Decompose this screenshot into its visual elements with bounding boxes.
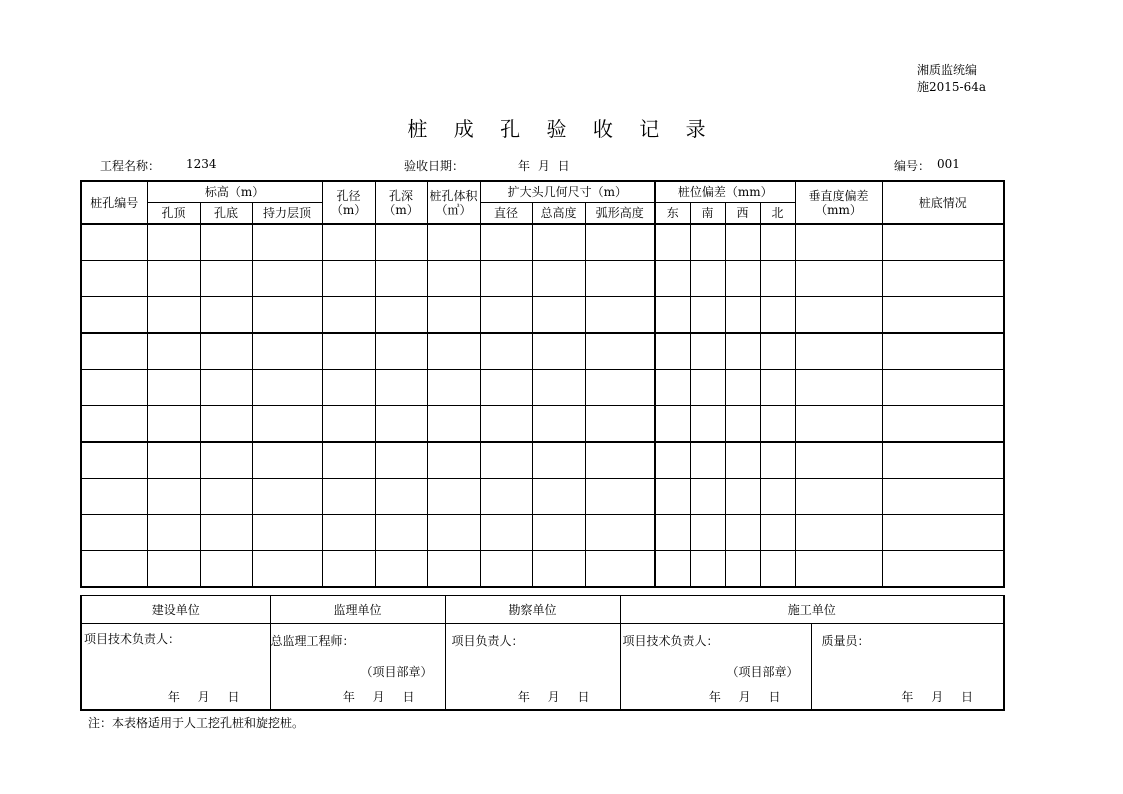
header-position-offset: 桩位偏差（mm） (655, 181, 795, 203)
table-cell[interactable] (532, 442, 585, 479)
table-cell[interactable] (690, 442, 725, 479)
supervisor-sign-cell[interactable] (270, 624, 445, 711)
table-cell[interactable] (81, 261, 147, 297)
table-cell[interactable] (532, 261, 585, 297)
table-cell[interactable] (200, 261, 252, 297)
table-cell[interactable] (375, 370, 427, 406)
table-cell[interactable] (427, 515, 480, 551)
table-cell[interactable] (655, 551, 690, 588)
supervisor-seal: （项目部章） (360, 665, 433, 679)
table-cell[interactable] (760, 261, 795, 297)
table-cell[interactable] (882, 406, 1004, 443)
pile-hole-record-table (80, 180, 1005, 588)
table-cell[interactable] (795, 297, 882, 334)
table-cell[interactable] (882, 224, 1004, 261)
table-cell[interactable] (760, 333, 795, 370)
survey-sign-date: 年 月 日 (517, 690, 590, 704)
table-cell[interactable] (375, 406, 427, 443)
header-north: 北 (760, 203, 795, 225)
project-name-value: 1234 (186, 157, 217, 171)
page-title: 桩 成 孔 验 收 记 录 (407, 117, 716, 141)
table-cell[interactable] (81, 479, 147, 515)
table-cell[interactable] (795, 224, 882, 261)
quality-sign-date: 年 月 日 (901, 690, 974, 704)
header-hole-diameter: 孔径（m） (322, 181, 375, 224)
table-cell[interactable] (585, 297, 655, 334)
table-cell[interactable] (252, 333, 322, 370)
table-cell[interactable] (480, 479, 532, 515)
table-cell[interactable] (480, 224, 532, 261)
table-cell[interactable] (725, 261, 760, 297)
table-cell[interactable] (760, 406, 795, 443)
table-cell[interactable] (147, 442, 200, 479)
contractor-seal: （项目部章） (726, 665, 799, 679)
table-cell[interactable] (375, 261, 427, 297)
header-pile-number: 桩孔编号 (81, 181, 147, 224)
table-cell[interactable] (725, 333, 760, 370)
header-verticality: 垂直度偏差（mm） (795, 181, 882, 224)
table-cell[interactable] (532, 406, 585, 443)
survey-unit-header: 勘察单位 (445, 596, 620, 624)
owner-sign-date: 年 月 日 (167, 690, 240, 704)
table-cell[interactable] (81, 333, 147, 370)
contractor-tech-lead-label: 项目技术负责人： (622, 634, 719, 648)
table-cell[interactable] (147, 333, 200, 370)
table-cell[interactable] (480, 333, 532, 370)
table-cell[interactable] (480, 442, 532, 479)
table-cell[interactable] (427, 297, 480, 334)
table-row (81, 370, 1004, 406)
table-cell[interactable] (882, 551, 1004, 588)
table-cell[interactable] (322, 551, 375, 588)
table-cell[interactable] (585, 406, 655, 443)
table-cell[interactable] (690, 297, 725, 334)
supervisor-sign-date: 年 月 日 (342, 690, 415, 704)
table-cell[interactable] (532, 333, 585, 370)
table-cell[interactable] (725, 406, 760, 443)
table-cell[interactable] (322, 515, 375, 551)
table-cell[interactable] (147, 261, 200, 297)
signature-table (80, 595, 1005, 711)
table-cell[interactable] (147, 406, 200, 443)
table-cell[interactable] (252, 406, 322, 443)
contractor-sign-date: 年 月 日 (708, 690, 781, 704)
table-cell[interactable] (200, 406, 252, 443)
table-cell[interactable] (532, 551, 585, 588)
table-row (81, 297, 1004, 334)
table-cell[interactable] (252, 224, 322, 261)
table-cell[interactable] (585, 261, 655, 297)
table-cell[interactable] (375, 551, 427, 588)
table-cell[interactable] (480, 406, 532, 443)
table-row (81, 406, 1004, 443)
table-cell[interactable] (252, 297, 322, 334)
table-cell[interactable] (147, 515, 200, 551)
table-cell[interactable] (690, 370, 725, 406)
supervisor-unit-header: 监理单位 (270, 596, 445, 624)
table-cell[interactable] (882, 515, 1004, 551)
table-cell[interactable] (427, 442, 480, 479)
table-cell[interactable] (725, 297, 760, 334)
footnote: 注：本表格适用于人工挖孔桩和旋挖桩。 (88, 716, 305, 730)
table-cell[interactable] (655, 261, 690, 297)
table-cell[interactable] (690, 479, 725, 515)
table-cell[interactable] (655, 406, 690, 443)
table-cell[interactable] (532, 515, 585, 551)
table-cell[interactable] (760, 224, 795, 261)
table-cell[interactable] (81, 442, 147, 479)
table-cell[interactable] (322, 333, 375, 370)
table-cell[interactable] (200, 515, 252, 551)
table-cell[interactable] (322, 297, 375, 334)
table-cell[interactable] (882, 261, 1004, 297)
table-cell[interactable] (81, 224, 147, 261)
table-cell[interactable] (480, 297, 532, 334)
table-cell[interactable] (81, 515, 147, 551)
table-cell[interactable] (795, 479, 882, 515)
table-cell[interactable] (795, 515, 882, 551)
table-cell[interactable] (532, 370, 585, 406)
table-row (81, 551, 1004, 588)
table-cell[interactable] (375, 224, 427, 261)
table-cell[interactable] (655, 297, 690, 334)
header-hole-depth: 孔深（m） (375, 181, 427, 224)
quality-inspector-cell[interactable] (811, 624, 1004, 711)
form-number-label: 编号： (894, 159, 931, 173)
table-cell[interactable] (760, 515, 795, 551)
table-cell[interactable] (252, 370, 322, 406)
table-cell[interactable] (81, 551, 147, 588)
table-cell[interactable] (882, 442, 1004, 479)
header-hole-volume: 桩孔体积（㎥） (427, 181, 480, 224)
table-cell[interactable] (375, 333, 427, 370)
header-elevation: 标高（m） (147, 181, 322, 203)
table-cell[interactable] (655, 442, 690, 479)
table-cell[interactable] (882, 333, 1004, 370)
table-row (81, 261, 1004, 297)
table-cell[interactable] (760, 479, 795, 515)
table-cell[interactable] (480, 261, 532, 297)
table-cell[interactable] (480, 551, 532, 588)
table-cell[interactable] (882, 297, 1004, 334)
table-cell[interactable] (322, 261, 375, 297)
table-cell[interactable] (760, 297, 795, 334)
table-cell[interactable] (375, 479, 427, 515)
table-row (81, 515, 1004, 551)
table-cell[interactable] (322, 442, 375, 479)
table-cell[interactable] (200, 551, 252, 588)
owner-unit-header: 建设单位 (81, 596, 270, 624)
header-pile-bottom: 桩底情况 (882, 181, 1004, 224)
header-east: 东 (655, 203, 690, 225)
table-cell[interactable] (725, 479, 760, 515)
table-cell[interactable] (585, 515, 655, 551)
table-cell[interactable] (585, 551, 655, 588)
table-cell[interactable] (200, 333, 252, 370)
table-cell[interactable] (147, 224, 200, 261)
survey-sign-cell[interactable] (445, 624, 620, 711)
table-row (81, 479, 1004, 515)
header-enlarged-head: 扩大头几何尺寸（m） (480, 181, 655, 203)
header-hole-bottom: 孔底 (200, 203, 252, 225)
table-cell[interactable] (725, 370, 760, 406)
table-cell[interactable] (252, 442, 322, 479)
table-cell[interactable] (427, 261, 480, 297)
owner-sign-cell[interactable] (81, 624, 270, 711)
table-cell[interactable] (760, 370, 795, 406)
table-row (81, 442, 1004, 479)
table-cell[interactable] (532, 297, 585, 334)
table-cell[interactable] (655, 333, 690, 370)
acceptance-date-value: 年 月 日 (518, 159, 570, 173)
table-cell[interactable] (81, 406, 147, 443)
table-cell[interactable] (760, 442, 795, 479)
form-ref-line2: 施2015-64a (917, 80, 987, 94)
table-cell[interactable] (882, 479, 1004, 515)
table-cell[interactable] (655, 479, 690, 515)
table-cell[interactable] (690, 333, 725, 370)
table-cell[interactable] (795, 261, 882, 297)
table-cell[interactable] (147, 297, 200, 334)
table-cell[interactable] (200, 297, 252, 334)
table-cell[interactable] (532, 224, 585, 261)
table-cell[interactable] (795, 406, 882, 443)
quality-inspector-label: 质量员： (821, 634, 870, 648)
table-cell[interactable] (655, 224, 690, 261)
owner-tech-lead-label: 项目技术负责人： (84, 632, 181, 646)
table-cell[interactable] (147, 479, 200, 515)
table-cell[interactable] (252, 551, 322, 588)
header-west: 西 (725, 203, 760, 225)
table-cell[interactable] (252, 479, 322, 515)
table-cell[interactable] (427, 479, 480, 515)
table-cell[interactable] (882, 370, 1004, 406)
table-cell[interactable] (690, 551, 725, 588)
table-cell[interactable] (375, 297, 427, 334)
contractor-sign-cell[interactable] (620, 624, 811, 711)
table-cell[interactable] (427, 551, 480, 588)
table-cell[interactable] (585, 479, 655, 515)
table-row (81, 333, 1004, 370)
table-cell[interactable] (725, 515, 760, 551)
table-cell[interactable] (480, 515, 532, 551)
table-cell[interactable] (322, 370, 375, 406)
table-cell[interactable] (375, 515, 427, 551)
table-cell[interactable] (200, 370, 252, 406)
table-cell[interactable] (725, 551, 760, 588)
table-cell[interactable] (81, 297, 147, 334)
header-total-height: 总高度 (532, 203, 585, 225)
form-number-value: 001 (937, 157, 960, 171)
table-cell[interactable] (322, 479, 375, 515)
table-cell[interactable] (532, 479, 585, 515)
table-cell[interactable] (795, 442, 882, 479)
acceptance-date-label: 验收日期： (404, 159, 465, 173)
table-cell[interactable] (252, 515, 322, 551)
table-cell[interactable] (375, 442, 427, 479)
table-cell[interactable] (252, 261, 322, 297)
table-cell[interactable] (725, 224, 760, 261)
table-cell[interactable] (760, 551, 795, 588)
chief-supervisor-label: 总监理工程师： (270, 634, 355, 648)
table-cell[interactable] (655, 515, 690, 551)
table-cell[interactable] (690, 261, 725, 297)
table-cell[interactable] (690, 515, 725, 551)
table-cell[interactable] (81, 370, 147, 406)
header-arc-height: 弧形高度 (585, 203, 655, 225)
survey-lead-label: 项目负责人： (451, 634, 524, 648)
table-cell[interactable] (427, 370, 480, 406)
table-cell[interactable] (200, 442, 252, 479)
table-cell[interactable] (585, 224, 655, 261)
table-cell[interactable] (427, 333, 480, 370)
table-cell[interactable] (480, 370, 532, 406)
table-cell[interactable] (427, 406, 480, 443)
table-cell[interactable] (585, 370, 655, 406)
table-cell[interactable] (690, 406, 725, 443)
table-cell[interactable] (795, 551, 882, 588)
table-cell[interactable] (795, 333, 882, 370)
table-cell[interactable] (427, 224, 480, 261)
table-cell[interactable] (690, 224, 725, 261)
table-cell[interactable] (200, 479, 252, 515)
header-bearing-layer-top: 持力层顶 (252, 203, 322, 225)
header-hole-top: 孔顶 (147, 203, 200, 225)
header-diameter: 直径 (480, 203, 532, 225)
table-cell[interactable] (585, 442, 655, 479)
contractor-unit-header: 施工单位 (620, 596, 1004, 624)
table-cell[interactable] (322, 224, 375, 261)
table-cell[interactable] (200, 224, 252, 261)
project-name-label: 工程名称： (100, 159, 161, 173)
table-cell[interactable] (322, 406, 375, 443)
header-south: 南 (690, 203, 725, 225)
table-cell[interactable] (147, 551, 200, 588)
table-cell[interactable] (585, 333, 655, 370)
table-cell[interactable] (655, 370, 690, 406)
table-cell[interactable] (795, 370, 882, 406)
table-cell[interactable] (147, 370, 200, 406)
form-ref-line1: 湘质监统编 (917, 63, 978, 77)
table-cell[interactable] (725, 442, 760, 479)
table-row (81, 224, 1004, 261)
